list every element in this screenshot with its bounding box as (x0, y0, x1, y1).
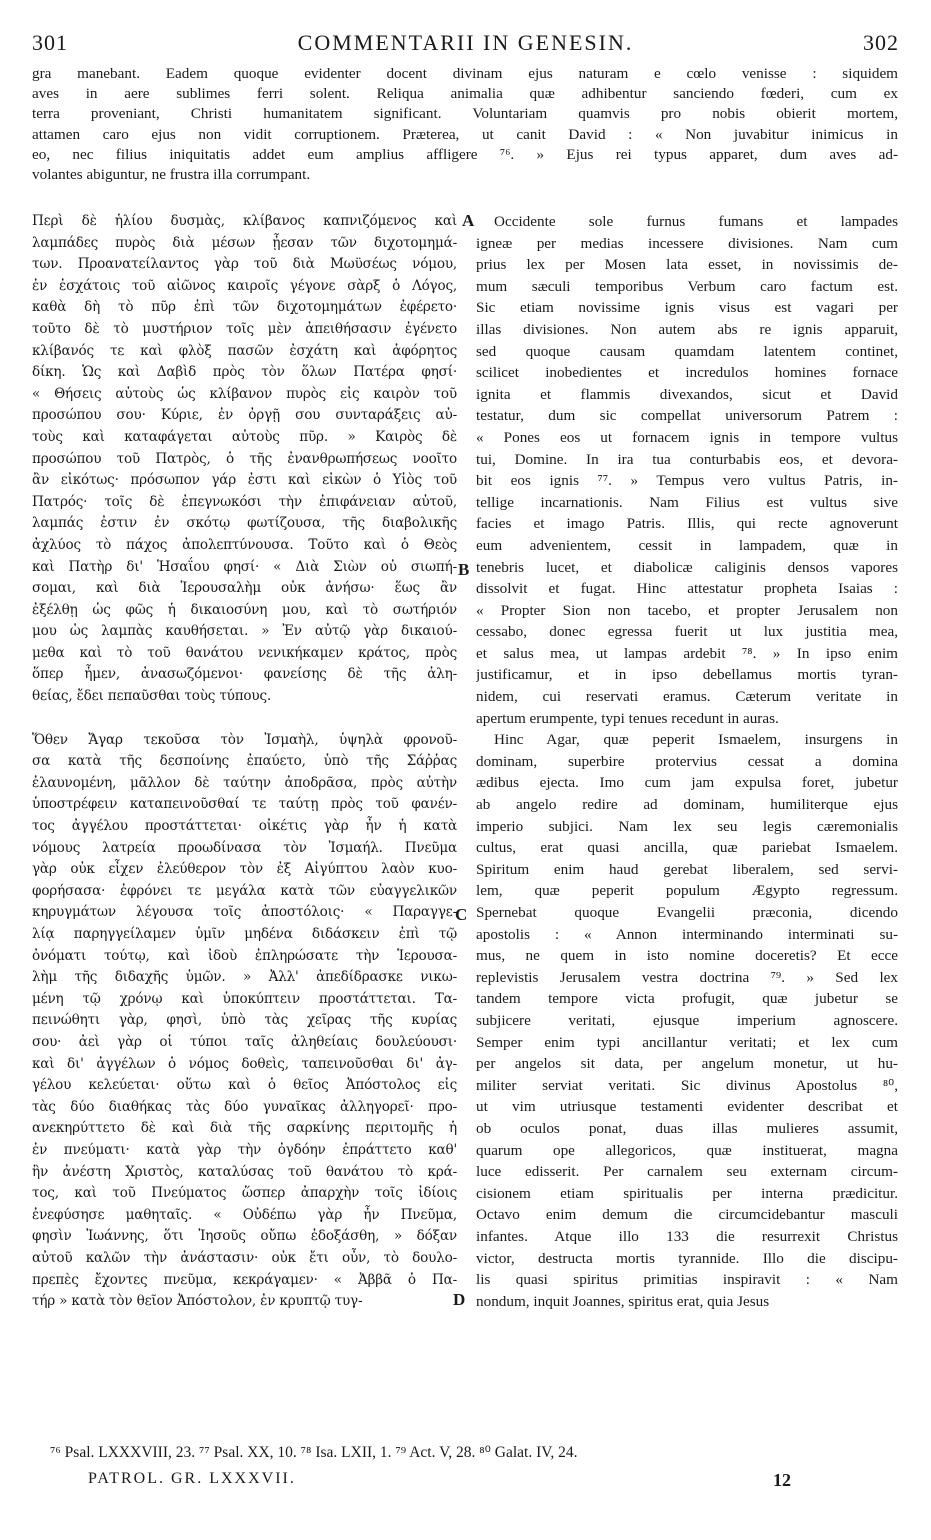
greek-line: καθὰ δὴ τὸ πῦρ ἐπὶ τῶν διχοτομημάτων ἐφέρετο· (32, 299, 457, 316)
latin-line: « Pones eos ut fornacem ignis in tempore vultus (476, 428, 898, 446)
latin-line: apertum erumpente, typi tenues recedunt in auras. (476, 709, 779, 727)
latin-line: eum advenientem, cessit in lampadem, quæ in (476, 536, 898, 554)
latin-line: infantes. Atque illo 133 die resurrexit Christus (476, 1227, 898, 1245)
latin-line: Spiritum enim haud gerebat liberalem, sed servi- (476, 860, 898, 878)
greek-line: θείας, ἔδει πεπαῦσθαι τοὺς τύπους. (32, 688, 272, 705)
page-title: COMMENTARII IN GENESIN. (297, 30, 634, 55)
greek-line: ἣν ἀνέστη Χριστὸς, καταλύσας τοῦ θανάτου τὸ κρά- (32, 1163, 457, 1180)
greek-line: καὶ Πατὴρ δι' Ἡσαΐου φησί· « Διὰ Σιὼν οὐ σιωπή- (32, 558, 457, 575)
latin-line: militer serviat veritati. Sic divinus Apostolus ⁸⁰, (476, 1076, 898, 1094)
greek-line: προσώπου σου· Κύριε, ἐν ὀργῇ σου συνταράξεις αὐ- (32, 407, 457, 424)
greek-line: ἐλαυνομένη, μᾶλλον δὲ ταύτην ἀποδρᾶσα, πρὸς αὐτὴν (32, 774, 457, 791)
greek-line: ἐν ἐσχάτοις τοῦ αἰῶνος καιροῖς γέγονε σὰρξ ὁ Λόγος, (32, 277, 457, 294)
latin-line: dominam, superbire protervius cessat a domina (476, 752, 898, 770)
latin-line: Occidente sole furnus fumans et lampades (494, 213, 898, 230)
greek-line: δίκη. Ὡς καὶ Δαβὶδ πρὸς τὸν ὅλων Πατέρα φησί· (32, 364, 457, 381)
latin-top-line: attamen caro ejus non vidit corruptionem. Præterea, ut canit David : « Non juvabitur inimicus in (32, 125, 898, 143)
latin-line: scilicet inobedientes et incredulos homines fornace (476, 364, 898, 382)
latin-line: sed quoque causam quamdam latentem continet, (476, 342, 898, 360)
latin-line: ut vim utriusque testamenti evidenter describat et (476, 1098, 898, 1116)
greek-line: μένη τῷ χρόνῳ καὶ ὑποκύπτειν προστάττεται. Τα- (32, 990, 457, 1007)
latin-line: tui, Domine. In ira tua conturbabis eos, et devora- (476, 450, 898, 468)
latin-line: igneæ per medias incessere divisiones. Nam cum (476, 234, 898, 252)
latin-line: bit eos ignis ⁷⁷. » Tempus vero vultus Patris, in- (476, 472, 898, 490)
latin-line: per angelos sit data, per angelum monetur, ut hu- (476, 1055, 898, 1073)
volume-signature: PATROL. GR. LXXXVII. (88, 1470, 296, 1487)
greek-line: σα κατὰ τῆς δεσποίνης ἐπαύετο, ὑπὸ τῆς Σάῤῥας (32, 753, 457, 770)
latin-line: « Propter Sion non tacebo, et propter Jerusalem non (476, 601, 898, 619)
latin-line: cultus, erat quasi ancilla, quæ pariebat Ismaelem. (476, 839, 898, 857)
greek-line: πρεπὲς ἔχοντες πνεῦμα, κεκράγαμεν· « Ἀββᾶ ὁ Πα- (32, 1271, 457, 1288)
greek-line: « Θήσεις αὐτοὺς ὡς κλίβανον πυρὸς εἰς καιρὸν τοῦ (32, 385, 457, 402)
latin-line: dissolvit et fugat. Hinc attestatur propheta Isaias : (476, 580, 898, 598)
greek-line: κηρυγμάτων λέγουσα τοῖς ἀποστόλοις· « Παραγγε- (32, 904, 457, 921)
greek-column (32, 211, 457, 1313)
greek-line: πεινώθητι γὰρ, φησὶ, ὑπὸ τὰς χεῖρας τῆς κυρίας (32, 1012, 457, 1029)
latin-line: nidem, cui reservati eramus. Cæterum veritate in (476, 688, 898, 706)
latin-line: tandem tempore victa profugit, quæ jubetur se (476, 990, 898, 1008)
greek-line: ἐξέλθῃ ὡς φῶς ἡ δικαιοσύνη μου, καὶ τὸ σωτήριόν (32, 601, 457, 618)
latin-line: mum sæculi temporibus Verbum caro factum est. (476, 277, 898, 295)
latin-top-line: gra manebant. Eadem quoque evidenter docent divinam ejus naturam e cœlo venisse : siquidem (32, 65, 898, 82)
greek-line: Περὶ δὲ ἡλίου δυσμὰς, κλίβανος καπνιζόμενος καὶ (32, 213, 457, 229)
greek-paragraph-1 (32, 211, 457, 708)
greek-line: μεθα καὶ τὸ τοῦ θανάτου νενικήκαμεν κράτος, πρὸς (32, 644, 457, 661)
gathering-number: 12 (773, 1470, 791, 1490)
latin-top-line: aves in aere sublimes ferri solent. Reliqua animalia quæ adhibentur sanciendo fœderi, cum ex (32, 85, 898, 103)
latin-top-line: volantes abiguntur, ne frustra illa corrumpant. (32, 166, 311, 184)
latin-line: subjicere veritati, ejusque imperium agnoscere. (476, 1011, 898, 1029)
latin-top-line: eo, nec filius iniquitatis addet eum amplius affligere ⁷⁶. » Ejus rei typus apparet, dum aves ad- (32, 145, 898, 163)
greek-line: ανεκηρύττετο δὲ καὶ διὰ τῆς σαρκίνης περιτομῆς ἡ (32, 1120, 457, 1137)
latin-top-line: terra proveniant, Christi humanitatem significant. Voluntariam quamvis pro nobis obierit mortem, (32, 105, 898, 123)
latin-line: mus, ne quem in isto nomine doceretis? Et ecce (476, 947, 898, 965)
greek-line: μου ὡς λαμπὰς καυθήσεται. » Ἐν αὐτῷ γὰρ δικαιού- (32, 623, 457, 640)
latin-line: illas divisiones. Non autem abs re ignis apparuit, (476, 320, 898, 338)
greek-line: τος ἀγγέλου προστάττεται· οἰκέτις γὰρ ἦν ἡ κατὰ (32, 818, 457, 835)
latin-line: prius lex per Mosen lata esset, in novissimis de- (476, 256, 898, 274)
greek-line: ἀχλύος τὸ πάχος ἀπολεπτύνουσα. Τοῦτο καὶ ὁ Θεὸς (32, 536, 457, 553)
latin-line: ob oculos ponat, duas illas mulieres assumit, (476, 1119, 898, 1137)
latin-line: replevistis Jerusalem vestra doctrina ⁷⁹. » Sed lex (476, 968, 898, 986)
greek-line: λαμπάδες πυρὸς διὰ μέσων ᾖεσαν τῶν διχοτομημά- (32, 234, 457, 251)
latin-line: luce edisserit. Per carnalem seu externam circum- (476, 1163, 898, 1181)
greek-line: τος, καὶ τοῦ Πνεύματος ὥσπερ ἀπαρχὴν τοῖς ἰδίοις (32, 1185, 457, 1202)
greek-line: κλίβανός τε καὶ φλὸξ πασῶν ἐσχάτη καὶ ἀφόρητος (32, 342, 457, 359)
greek-paragraph-2 (32, 730, 457, 1313)
greek-line: τὰς δύο διαθήκας τὰς δύο γυναῖκας ἀλληγορεῖ· προ- (32, 1098, 457, 1115)
page-number-left: 301 (32, 30, 68, 55)
greek-line: σου· ἀεὶ γὰρ οἱ τύποι ταῖς ἀληθείαις δουλεύουσι· (32, 1033, 457, 1050)
latin-line: quarum ope allegoricos, quæ instituerat, magna (476, 1141, 898, 1159)
greek-line: τοὺς καὶ καταφάγεται αὐτοὺς πῦρ. » Καιρὸς δὲ (32, 428, 457, 445)
latin-line: justificamur, et in ipso debellamus mortis tyran- (476, 666, 898, 684)
section-marker-d: D (453, 1290, 466, 1309)
latin-line: victor, destructa mortis tyrannide. Illo die discipu- (476, 1249, 898, 1267)
greek-line: γέλου κελεύεται· οὕτω καὶ ὁ θεῖος Ἀπόστολος εἰς (32, 1077, 457, 1094)
page-number-right: 302 (863, 30, 899, 55)
latin-top-paragraph (32, 64, 898, 185)
greek-line: λαμπάς ἐστιν ἐν σκότῳ φωτίζουσα, τῆς διαβολικῆς (32, 515, 457, 532)
latin-line: tellige incarnationis. Nam Filius est vultus sive (476, 493, 898, 511)
greek-line: ἂν εἰκότως· πρόσωπον γάρ ἐστι καὶ εἰκὼν ὁ Υἱὸς τοῦ (32, 472, 457, 489)
section-marker-c: C (455, 905, 468, 924)
latin-line: Octavo enim demum die circumcidebantur masculi (476, 1206, 898, 1224)
latin-line: et salus mea, ut lampas ardebit ⁷⁸. » In ipso enim (476, 644, 898, 662)
latin-line: Spernebat quoque Evangelii præconia, dicendo (476, 904, 898, 921)
greek-line: φορήσασα· ἐφρόνει τε μεγάλα κατὰ τῶν εὐαγγελικῶν (32, 882, 457, 899)
greek-line: αὐτοῦ καλῶν τὴν ἀνάστασιν· οὐκ ἔτι οὖν, τὸ δουλο- (32, 1249, 457, 1266)
greek-line: σομαι, καὶ διὰ Ἱερουσαλὴμ οὐκ ἀνήσω· ἕως ἂν (32, 580, 457, 597)
greek-line: προσώπου τοῦ Πατρὸς, ὁ τῆς ἐνανθρωπήσεως νοοῖτο (32, 450, 457, 467)
latin-line: Hinc Agar, quæ peperit Ismaelem, insurgens in (494, 731, 898, 749)
latin-line: ædibus ejecta. Imo cum jam expulsa foret, jubetur (476, 774, 898, 792)
greek-line: φησὶν Ἰωάννης, ὅτι Ἰησοῦς οὔπω ἐδοξάσθη, » δόξαν (32, 1228, 457, 1245)
latin-line: lem, quæ peperit populum Ægypto regressum. (476, 882, 898, 900)
latin-line: apostolis : « Annon interminando interminati su- (476, 925, 898, 943)
greek-line: Πατρός· τοῖς δὲ ἐπεγνωκόσι τὴν ἐπιφάνειαν αὐτοῦ, (32, 493, 457, 510)
greek-line: τοῦτο δὲ τὸ μυστήριον τοῖς μὲν ἀπειθήσασιν ἐγένετο (32, 320, 457, 337)
greek-line: λίᾳ παρηγγείλαμεν ὑμῖν μηδένα διδάσκειν ἐπὶ τῷ (32, 926, 457, 942)
latin-line: nondum, inquit Joannes, spiritus erat, quia Jesus (476, 1292, 770, 1310)
greek-line: καὶ δι' ἀγγέλων ὁ νόμος δοθεὶς, ταπεινοῦσθαι δι' ἀγ- (32, 1055, 457, 1072)
greek-line: νόμους λατρεία προωδίνασα τὸν Ἰσμαήλ. Πνεῦμα (32, 839, 457, 856)
greek-line: λὴμ τῆς διδαχῆς ὑμῶν. » Ἀλλ' ἀπεδίδρασκε νικω- (32, 969, 457, 986)
greek-line: ὅπερ ἦμεν, ἀνασωζόμενοι· φανείσης δὲ τῆς ἀλη- (32, 666, 457, 683)
greek-line: ὑποστρέφειν καταπεινοῦσθαί τε ταύτῃ πρὸς τοῦ φανέν- (32, 796, 457, 813)
latin-line: tenebris lucet, et diabolicæ caliginis densos vapores (476, 558, 898, 576)
greek-line: των. Προανατείλαντος γὰρ τοῦ διὰ Μωϋσέως νόμου, (32, 256, 457, 273)
latin-line: ignita et flammis divexandos, sicut et David (476, 385, 898, 403)
running-head (32, 30, 899, 60)
greek-line: Ὅθεν Ἄγαρ τεκοῦσα τὸν Ἰσμαὴλ, ὑψηλὰ φρονοῦ- (32, 731, 457, 748)
latin-line: Sic etiam novissime ignis visus est vagari per (476, 299, 898, 317)
latin-line: cessabo, donec egressa fuerit ut lux justitia mea, (476, 623, 898, 641)
greek-line: τήρ » κατὰ τὸν θεῖον Ἀπόστολον, ἐν κρυπτῷ τυγ- (32, 1293, 363, 1310)
greek-line: ἐνεφύσησε μαθηταῖς. « Οὐδέπω γὰρ ἦν Πνεῦμα, (32, 1206, 457, 1223)
section-marker-a: A (462, 211, 475, 230)
latin-line: imperio subjici. Nam lex seu legis cæremonialis (476, 817, 898, 835)
latin-line: ab angelo redire ad dominam, humiliterque ejus (476, 796, 898, 814)
latin-line: Semper enim typi ancillantur veritati; et lex cum (476, 1033, 898, 1051)
greek-line: ὀνόματι τούτῳ, καὶ ἰδοὺ ἐπληρώσατε τὴν Ἱερουσα- (32, 947, 457, 964)
greek-line: γὰρ οὐκ εἶχεν ἐλεύθερον τὸν ἐξ Αἰγύπτου λαὸν κυο- (32, 861, 457, 878)
greek-line: ἐν πνεύματι· κατὰ γὰρ τὴν ὀγδόην ἐπράττετο καθ' (32, 1141, 457, 1158)
footnotes: ⁷⁶ Psal. LXXXVIII, 23. ⁷⁷ Psal. XX, 10. ⁷⁸ Isa. LXII, 1. ⁷⁹ Act. V, 28. ⁸⁰ Galat. IV, 24. (50, 1444, 578, 1461)
latin-line: cisionem etiam spiritualis per interna prædicitur. (476, 1184, 898, 1202)
latin-column (476, 211, 898, 1312)
latin-line: facies et imago Patris. Illis, qui recte agnoverunt (476, 515, 898, 533)
latin-line: testatur, dum sic compellat universorum Patrem : (476, 407, 898, 425)
section-marker-b: B (458, 560, 470, 579)
latin-line: lis quasi spiritus primitias inspiravit : « Nam (476, 1271, 898, 1289)
